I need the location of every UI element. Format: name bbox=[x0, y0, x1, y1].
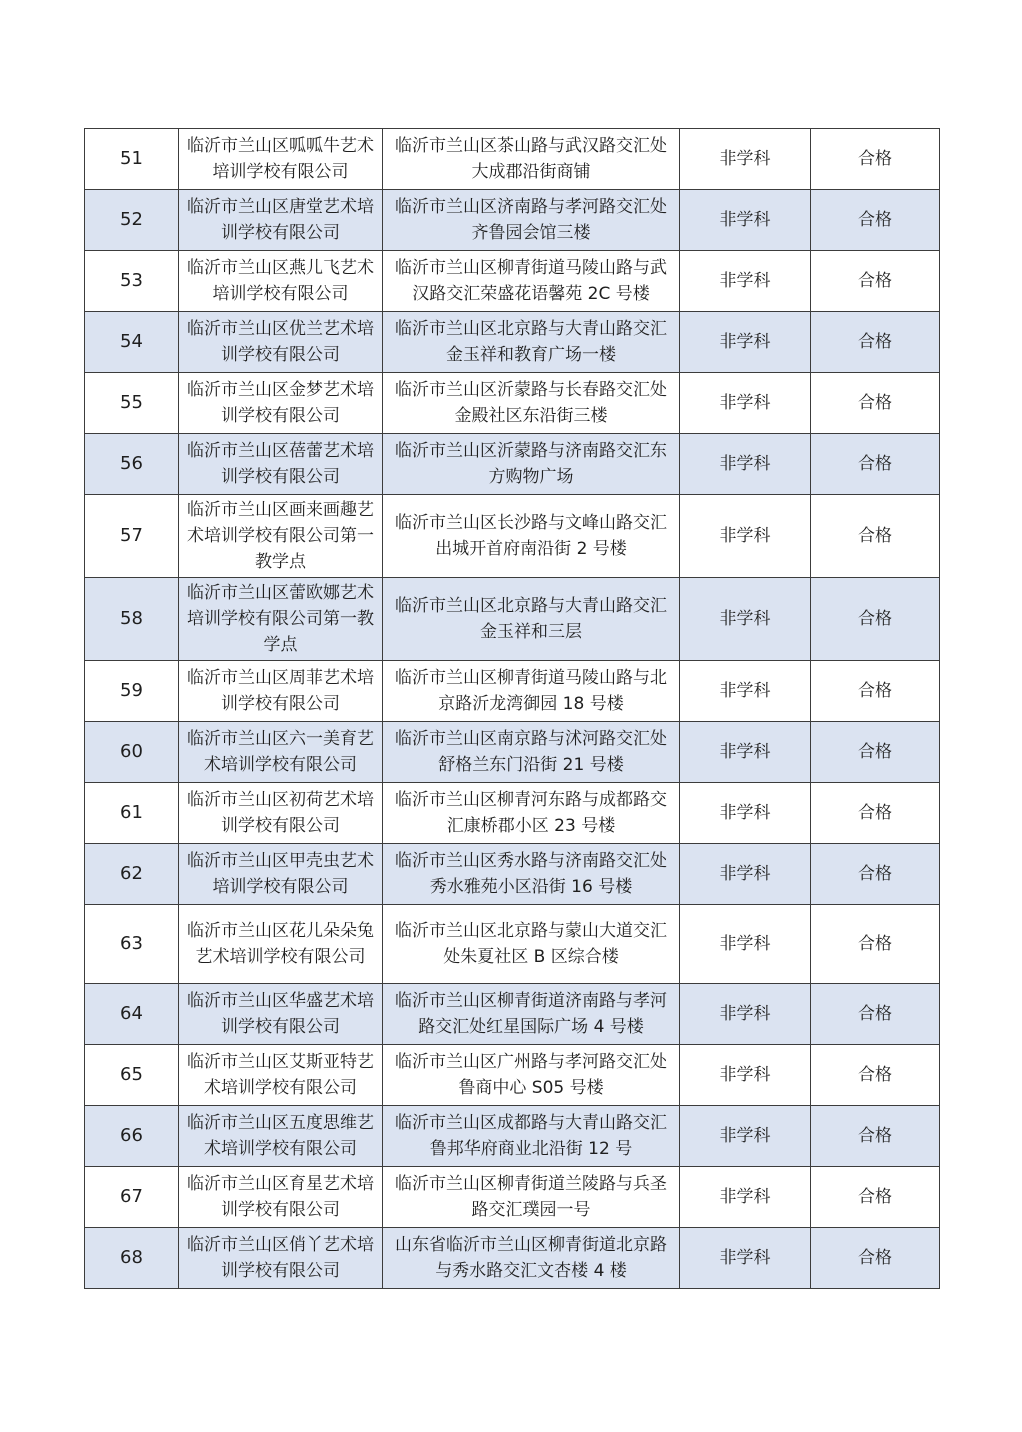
result-cell: 合格 bbox=[811, 1045, 940, 1106]
table-row bbox=[85, 1167, 940, 1228]
table-row bbox=[85, 905, 940, 984]
result-cell: 合格 bbox=[811, 434, 940, 495]
table-row bbox=[85, 190, 940, 251]
result-cell: 合格 bbox=[811, 312, 940, 373]
row-number: 53 bbox=[85, 251, 179, 312]
school-name: 临沂市兰山区花儿朵朵兔艺术培训学校有限公司 bbox=[179, 905, 383, 984]
category-cell: 非学科 bbox=[680, 129, 811, 190]
school-name: 临沂市兰山区周菲艺术培训学校有限公司 bbox=[179, 661, 383, 722]
table-row bbox=[85, 434, 940, 495]
school-address: 临沂市兰山区北京路与大青山路交汇金玉祥和教育广场一楼 bbox=[383, 312, 680, 373]
school-name: 临沂市兰山区蓓蕾艺术培训学校有限公司 bbox=[179, 434, 383, 495]
result-cell: 合格 bbox=[811, 373, 940, 434]
school-address: 临沂市兰山区济南路与孝河路交汇处齐鲁园会馆三楼 bbox=[383, 190, 680, 251]
category-cell: 非学科 bbox=[680, 661, 811, 722]
table-row bbox=[85, 373, 940, 434]
row-number: 67 bbox=[85, 1167, 179, 1228]
school-address: 临沂市兰山区柳青街道济南路与孝河路交汇处红星国际广场 4 号楼 bbox=[383, 984, 680, 1045]
school-name: 临沂市兰山区五度思维艺术培训学校有限公司 bbox=[179, 1106, 383, 1167]
school-address: 临沂市兰山区秀水路与济南路交汇处秀水雅苑小区沿街 16 号楼 bbox=[383, 844, 680, 905]
school-address: 临沂市兰山区南京路与沭河路交汇处舒格兰东门沿街 21 号楼 bbox=[383, 722, 680, 783]
school-address: 临沂市兰山区柳青街道马陵山路与武汉路交汇荣盛花语馨苑 2C 号楼 bbox=[383, 251, 680, 312]
result-cell: 合格 bbox=[811, 1167, 940, 1228]
table-row bbox=[85, 661, 940, 722]
row-number: 52 bbox=[85, 190, 179, 251]
result-cell: 合格 bbox=[811, 251, 940, 312]
table-row bbox=[85, 783, 940, 844]
row-number: 55 bbox=[85, 373, 179, 434]
row-number: 61 bbox=[85, 783, 179, 844]
category-cell: 非学科 bbox=[680, 578, 811, 661]
school-name: 临沂市兰山区华盛艺术培训学校有限公司 bbox=[179, 984, 383, 1045]
table-row bbox=[85, 1228, 940, 1289]
school-name: 临沂市兰山区优兰艺术培训学校有限公司 bbox=[179, 312, 383, 373]
category-cell: 非学科 bbox=[680, 190, 811, 251]
result-cell: 合格 bbox=[811, 190, 940, 251]
school-name: 临沂市兰山区燕儿飞艺术培训学校有限公司 bbox=[179, 251, 383, 312]
row-number: 54 bbox=[85, 312, 179, 373]
school-name: 临沂市兰山区六一美育艺术培训学校有限公司 bbox=[179, 722, 383, 783]
school-address: 山东省临沂市兰山区柳青街道北京路与秀水路交汇文杏楼 4 楼 bbox=[383, 1228, 680, 1289]
table-row bbox=[85, 844, 940, 905]
table-row bbox=[85, 578, 940, 661]
category-cell: 非学科 bbox=[680, 783, 811, 844]
row-number: 65 bbox=[85, 1045, 179, 1106]
result-cell: 合格 bbox=[811, 661, 940, 722]
school-address: 临沂市兰山区沂蒙路与长春路交汇处金殿社区东沿街三楼 bbox=[383, 373, 680, 434]
row-number: 58 bbox=[85, 578, 179, 661]
result-cell: 合格 bbox=[811, 1106, 940, 1167]
category-cell: 非学科 bbox=[680, 722, 811, 783]
row-number: 63 bbox=[85, 905, 179, 984]
category-cell: 非学科 bbox=[680, 373, 811, 434]
category-cell: 非学科 bbox=[680, 312, 811, 373]
result-cell: 合格 bbox=[811, 844, 940, 905]
row-number: 57 bbox=[85, 495, 179, 578]
institution-table bbox=[84, 128, 940, 1289]
school-address: 临沂市兰山区北京路与蒙山大道交汇处朱夏社区 B 区综合楼 bbox=[383, 905, 680, 984]
category-cell: 非学科 bbox=[680, 1228, 811, 1289]
result-cell: 合格 bbox=[811, 722, 940, 783]
school-name: 临沂市兰山区育星艺术培训学校有限公司 bbox=[179, 1167, 383, 1228]
school-address: 临沂市兰山区柳青河东路与成都路交汇康桥郡小区 23 号楼 bbox=[383, 783, 680, 844]
school-name: 临沂市兰山区初荷艺术培训学校有限公司 bbox=[179, 783, 383, 844]
school-name: 临沂市兰山区金梦艺术培训学校有限公司 bbox=[179, 373, 383, 434]
row-number: 64 bbox=[85, 984, 179, 1045]
school-address: 临沂市兰山区沂蒙路与济南路交汇东方购物广场 bbox=[383, 434, 680, 495]
table-row bbox=[85, 722, 940, 783]
result-cell: 合格 bbox=[811, 578, 940, 661]
school-address: 临沂市兰山区柳青街道马陵山路与北京路沂龙湾御园 18 号楼 bbox=[383, 661, 680, 722]
school-name: 临沂市兰山区艾斯亚特艺术培训学校有限公司 bbox=[179, 1045, 383, 1106]
school-name: 临沂市兰山区唐堂艺术培训学校有限公司 bbox=[179, 190, 383, 251]
table-row bbox=[85, 495, 940, 578]
category-cell: 非学科 bbox=[680, 905, 811, 984]
table-row bbox=[85, 1045, 940, 1106]
school-address: 临沂市兰山区北京路与大青山路交汇金玉祥和三层 bbox=[383, 578, 680, 661]
school-name: 临沂市兰山区画来画趣艺术培训学校有限公司第一教学点 bbox=[179, 495, 383, 578]
result-cell: 合格 bbox=[811, 1228, 940, 1289]
table-body bbox=[85, 129, 940, 1289]
result-cell: 合格 bbox=[811, 905, 940, 984]
row-number: 56 bbox=[85, 434, 179, 495]
school-address: 临沂市兰山区成都路与大青山路交汇鲁邦华府商业北沿街 12 号 bbox=[383, 1106, 680, 1167]
school-name: 临沂市兰山区俏丫艺术培训学校有限公司 bbox=[179, 1228, 383, 1289]
category-cell: 非学科 bbox=[680, 251, 811, 312]
school-address: 临沂市兰山区柳青街道兰陵路与兵圣路交汇璞园一号 bbox=[383, 1167, 680, 1228]
result-cell: 合格 bbox=[811, 495, 940, 578]
school-address: 临沂市兰山区广州路与孝河路交汇处鲁商中心 S05 号楼 bbox=[383, 1045, 680, 1106]
category-cell: 非学科 bbox=[680, 1167, 811, 1228]
category-cell: 非学科 bbox=[680, 1045, 811, 1106]
category-cell: 非学科 bbox=[680, 1106, 811, 1167]
table-row bbox=[85, 984, 940, 1045]
table-row bbox=[85, 129, 940, 190]
row-number: 60 bbox=[85, 722, 179, 783]
table-row bbox=[85, 312, 940, 373]
row-number: 59 bbox=[85, 661, 179, 722]
category-cell: 非学科 bbox=[680, 434, 811, 495]
result-cell: 合格 bbox=[811, 129, 940, 190]
school-name: 临沂市兰山区甲壳虫艺术培训学校有限公司 bbox=[179, 844, 383, 905]
category-cell: 非学科 bbox=[680, 984, 811, 1045]
school-address: 临沂市兰山区长沙路与文峰山路交汇出城开首府南沿街 2 号楼 bbox=[383, 495, 680, 578]
school-name: 临沂市兰山区呱呱牛艺术培训学校有限公司 bbox=[179, 129, 383, 190]
category-cell: 非学科 bbox=[680, 844, 811, 905]
row-number: 51 bbox=[85, 129, 179, 190]
school-name: 临沂市兰山区蕾欧娜艺术培训学校有限公司第一教学点 bbox=[179, 578, 383, 661]
result-cell: 合格 bbox=[811, 783, 940, 844]
result-cell: 合格 bbox=[811, 984, 940, 1045]
row-number: 62 bbox=[85, 844, 179, 905]
table-row bbox=[85, 251, 940, 312]
row-number: 68 bbox=[85, 1228, 179, 1289]
row-number: 66 bbox=[85, 1106, 179, 1167]
category-cell: 非学科 bbox=[680, 495, 811, 578]
table-row bbox=[85, 1106, 940, 1167]
school-address: 临沂市兰山区茶山路与武汉路交汇处大成郡沿街商铺 bbox=[383, 129, 680, 190]
